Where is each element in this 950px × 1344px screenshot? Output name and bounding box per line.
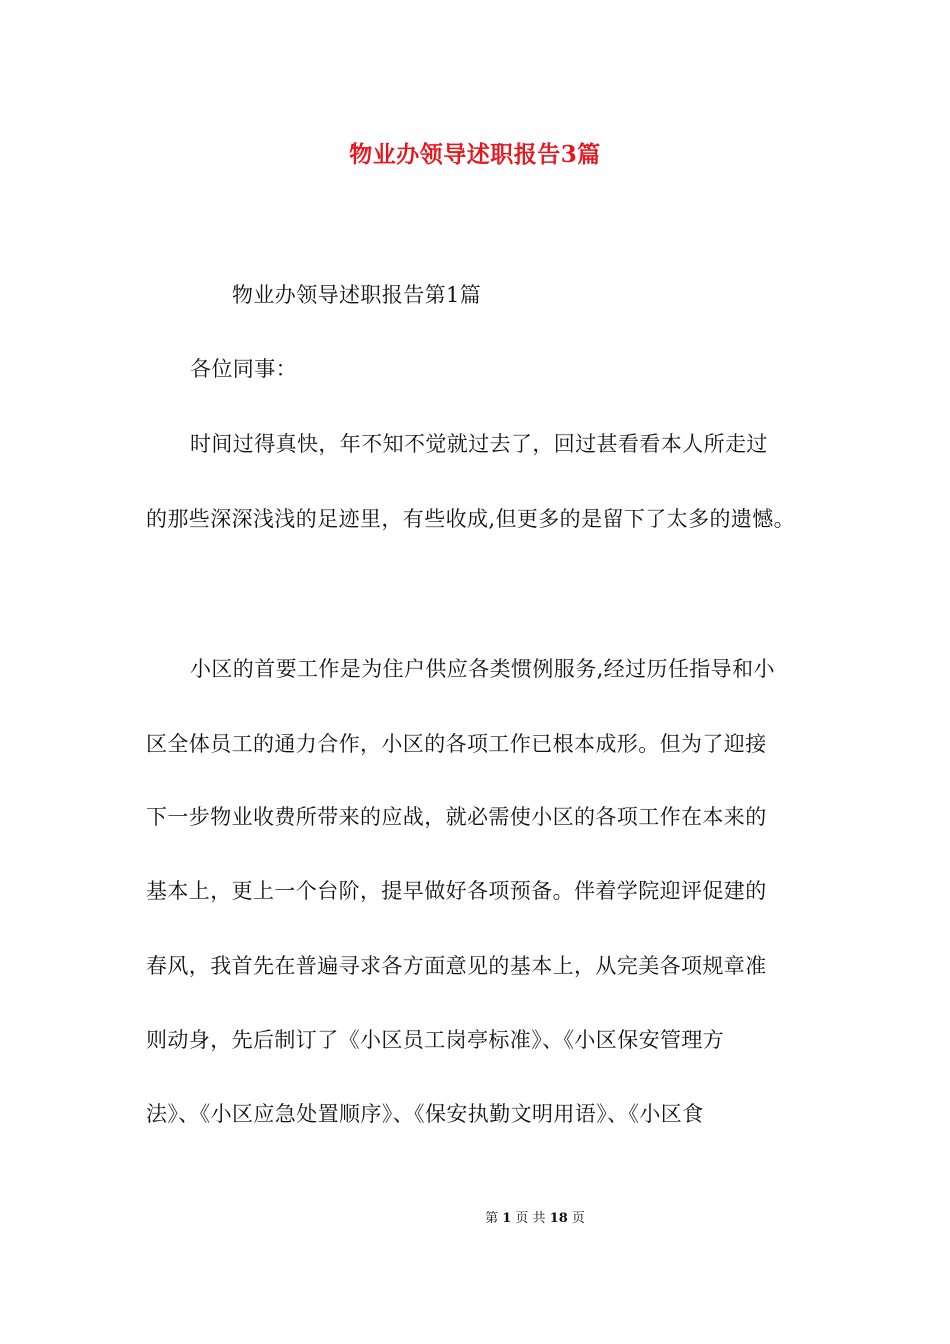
footer-total-pages: 18 [549,1211,568,1226]
paragraph-line: 小区的首要工作是为住户供应各类惯例服务,经过历任指导和小 [190,657,775,681]
paragraph-line: 下一步物业收费所带来的应战，就必需使小区的各项工作在本来的 [146,805,767,829]
page-footer [0,1207,950,1226]
paragraph-line: 的那些深深浅浅的足迹里，有些收成,但更多的是留下了太多的遗憾。 [146,507,796,531]
document-title: 物业办领导述职报告3篇 [349,141,601,168]
paragraph-line: 基本上，更上一个台阶，提早做好各项预备。伴着学院迎评促建的 [146,879,767,903]
paragraph-line: 则动身，先后制订了《小区员工岗亭标准》、《小区保安管理方 [146,1028,725,1052]
paragraph-line: 法》、《小区应急处置顺序》、《保安执勤文明用语》、《小区食 [146,1102,704,1126]
section-heading: 物业办领导述职报告第1篇 [232,283,482,307]
footer-middle: 页 共 [515,1211,546,1226]
paragraph-line: 春风，我首先在普遍寻求各方面意见的基本上，从完美各项规章准 [146,954,767,978]
paragraph-line: 区全体员工的通力合作，小区的各项工作已根本成形。但为了迎接 [146,732,767,756]
footer-suffix: 页 [571,1211,585,1226]
footer-current-page: 1 [502,1211,512,1226]
paragraph-line: 时间过得真快，年不知不觉就过去了，回过甚看看本人所走过 [190,432,768,456]
salutation: 各位同事： [190,357,297,381]
footer-prefix: 第 [485,1211,499,1226]
